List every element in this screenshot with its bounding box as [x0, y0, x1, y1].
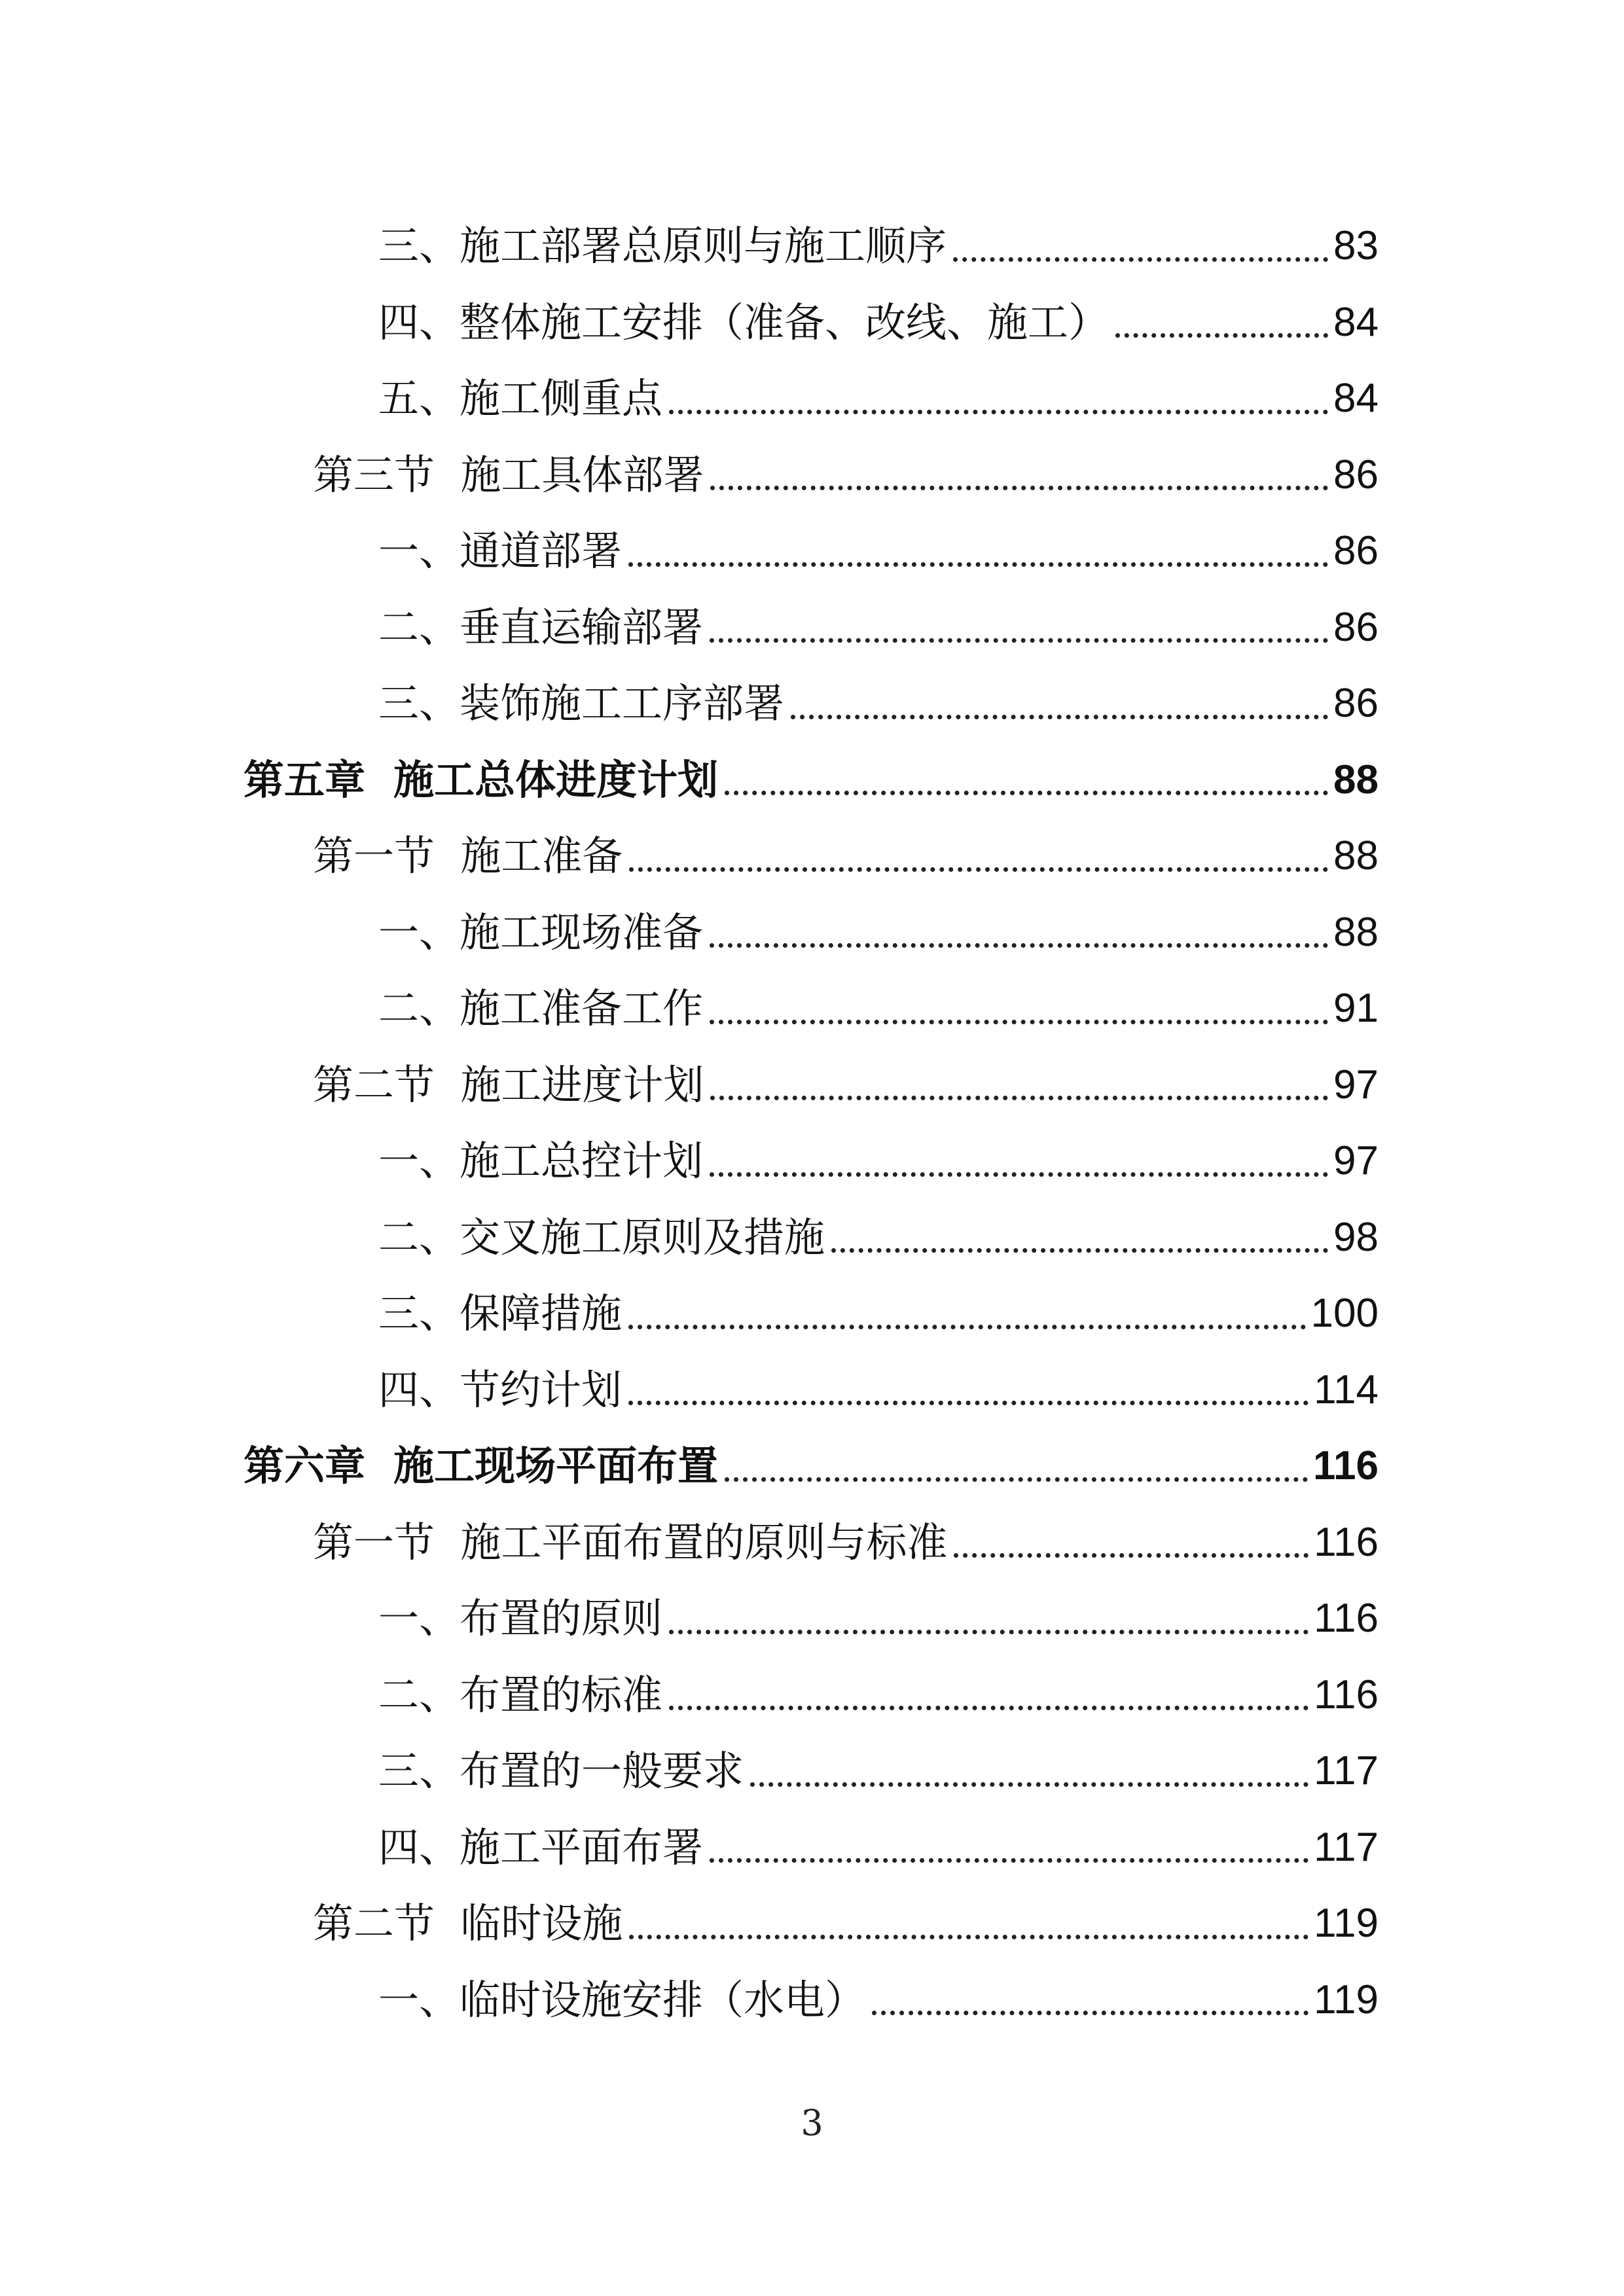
toc-entry[interactable]: [0, 1352, 1379, 1429]
toc-dot-leader: [669, 1598, 1308, 1639]
toc-entry-page: 116: [1314, 1519, 1379, 1565]
toc-entry-title: 第一节 施工准备: [313, 832, 623, 880]
page-number: 3: [801, 2102, 823, 2144]
toc-entry-page: 98: [1333, 1214, 1379, 1260]
toc-entry-page: 86: [1333, 681, 1379, 726]
toc-entry[interactable]: [0, 1810, 1379, 1886]
toc-entry-page: 84: [1333, 376, 1379, 422]
toc-entry-page: 117: [1314, 1824, 1379, 1870]
toc-entry-title: 三、装饰施工工序部署: [378, 679, 785, 728]
toc-entry[interactable]: [0, 666, 1379, 742]
toc-dot-leader: [953, 226, 1328, 266]
toc-entry[interactable]: [0, 513, 1379, 590]
toc-entry-page: 117: [1314, 1748, 1379, 1794]
toc-dot-leader: [629, 1903, 1308, 1944]
toc-entry-title: 三、施工部署总原则与施工顺序: [378, 222, 947, 270]
toc-dot-leader: [710, 1065, 1328, 1105]
toc-entry-title: 四、整体施工安排（准备、改线、施工）: [378, 298, 1110, 346]
toc-dot-leader: [791, 683, 1328, 724]
table-of-contents: [0, 208, 1624, 2038]
toc-entry-page: 84: [1333, 299, 1379, 345]
toc-entry-title: 二、垂直运输部署: [378, 603, 704, 651]
toc-entry-page: 91: [1333, 986, 1379, 1031]
toc-entry-page: 97: [1333, 1062, 1379, 1107]
toc-entry[interactable]: [0, 208, 1379, 285]
toc-dot-leader: [954, 1522, 1308, 1563]
toc-dot-leader: [710, 912, 1328, 953]
toc-entry-page: 116: [1312, 1443, 1379, 1489]
toc-entry-title: 第二节 施工进度计划: [313, 1060, 704, 1109]
toc-entry-page: 86: [1333, 528, 1379, 574]
toc-entry-page: 116: [1314, 1596, 1379, 1641]
toc-entry[interactable]: [0, 1123, 1379, 1200]
toc-section-entry[interactable]: [0, 1047, 1379, 1124]
toc-entry-title: 第一节 施工平面布置的原则与标准: [313, 1518, 948, 1566]
toc-entry-title: 一、布置的原则: [378, 1594, 663, 1643]
toc-entry-page: 97: [1333, 1138, 1379, 1184]
toc-entry-page: 114: [1314, 1367, 1379, 1412]
toc-entry-title: 第五章 施工总体进度计划: [244, 755, 719, 804]
toc-entry-page: 88: [1333, 833, 1379, 879]
toc-dot-leader: [872, 1980, 1308, 2020]
toc-chapter-entry[interactable]: [0, 742, 1379, 819]
toc-dot-leader: [710, 607, 1328, 648]
toc-entry[interactable]: [0, 971, 1379, 1047]
toc-entry-page: 83: [1333, 223, 1379, 269]
toc-entry[interactable]: [0, 1962, 1379, 2039]
toc-dot-leader: [669, 378, 1328, 419]
toc-entry[interactable]: [0, 361, 1379, 437]
toc-dot-leader: [710, 1827, 1308, 1868]
toc-entry[interactable]: [0, 1733, 1379, 1810]
toc-section-entry[interactable]: [0, 1505, 1379, 1581]
toc-entry[interactable]: [0, 1657, 1379, 1734]
toc-entry-page: 86: [1333, 604, 1379, 650]
toc-dot-leader: [725, 760, 1328, 800]
toc-entry[interactable]: [0, 590, 1379, 666]
toc-entry-page: 116: [1314, 1672, 1379, 1717]
toc-entry-title: 二、交叉施工原则及措施: [378, 1213, 825, 1261]
toc-entry-title: 二、施工准备工作: [378, 984, 704, 1033]
toc-dot-leader: [710, 455, 1328, 495]
toc-section-entry[interactable]: [0, 1886, 1379, 1962]
toc-entry-page: 100: [1310, 1291, 1379, 1336]
toc-entry[interactable]: [0, 1276, 1379, 1352]
toc-entry-page: 88: [1333, 757, 1379, 802]
toc-dot-leader: [750, 1751, 1308, 1791]
toc-entry-title: 四、节约计划: [378, 1365, 623, 1414]
toc-entry-title: 一、通道部署: [378, 527, 623, 575]
toc-entry-title: 四、施工平面布署: [378, 1823, 704, 1871]
toc-dot-leader: [628, 531, 1328, 571]
toc-dot-leader: [669, 1675, 1308, 1715]
toc-entry[interactable]: [0, 1581, 1379, 1657]
toc-entry-page: 86: [1333, 452, 1379, 497]
toc-entry-title: 一、施工现场准备: [378, 908, 704, 956]
toc-entry-title: 一、临时设施安排（水电）: [378, 1975, 866, 2024]
toc-dot-leader: [831, 1217, 1328, 1258]
toc-entry[interactable]: [0, 895, 1379, 971]
toc-dot-leader: [710, 988, 1328, 1029]
toc-entry-title: 第三节 施工具体部署: [313, 450, 704, 499]
toc-section-entry[interactable]: [0, 818, 1379, 895]
toc-dot-leader: [710, 1141, 1328, 1181]
toc-dot-leader: [628, 1293, 1306, 1334]
toc-section-entry[interactable]: [0, 437, 1379, 514]
toc-entry[interactable]: [0, 1200, 1379, 1276]
toc-entry-page: 88: [1333, 909, 1379, 955]
toc-dot-leader: [628, 1370, 1308, 1410]
toc-entry-page: 119: [1314, 1901, 1379, 1946]
toc-entry-title: 二、布置的标准: [378, 1670, 663, 1719]
toc-dot-leader: [629, 836, 1328, 876]
toc-dot-leader: [1115, 302, 1328, 343]
toc-entry-title: 三、保障措施: [378, 1289, 623, 1338]
toc-dot-leader: [725, 1446, 1308, 1486]
toc-entry-page: 119: [1314, 1977, 1379, 2022]
toc-entry-title: 三、布置的一般要求: [378, 1747, 744, 1795]
toc-entry-title: 第六章 施工现场平面布置: [244, 1442, 719, 1490]
toc-chapter-entry[interactable]: [0, 1428, 1379, 1505]
toc-entry-title: 第二节 临时设施: [313, 1899, 623, 1948]
toc-entry-title: 一、施工总控计划: [378, 1137, 704, 1185]
toc-entry[interactable]: [0, 285, 1379, 361]
toc-entry-title: 五、施工侧重点: [378, 374, 663, 423]
